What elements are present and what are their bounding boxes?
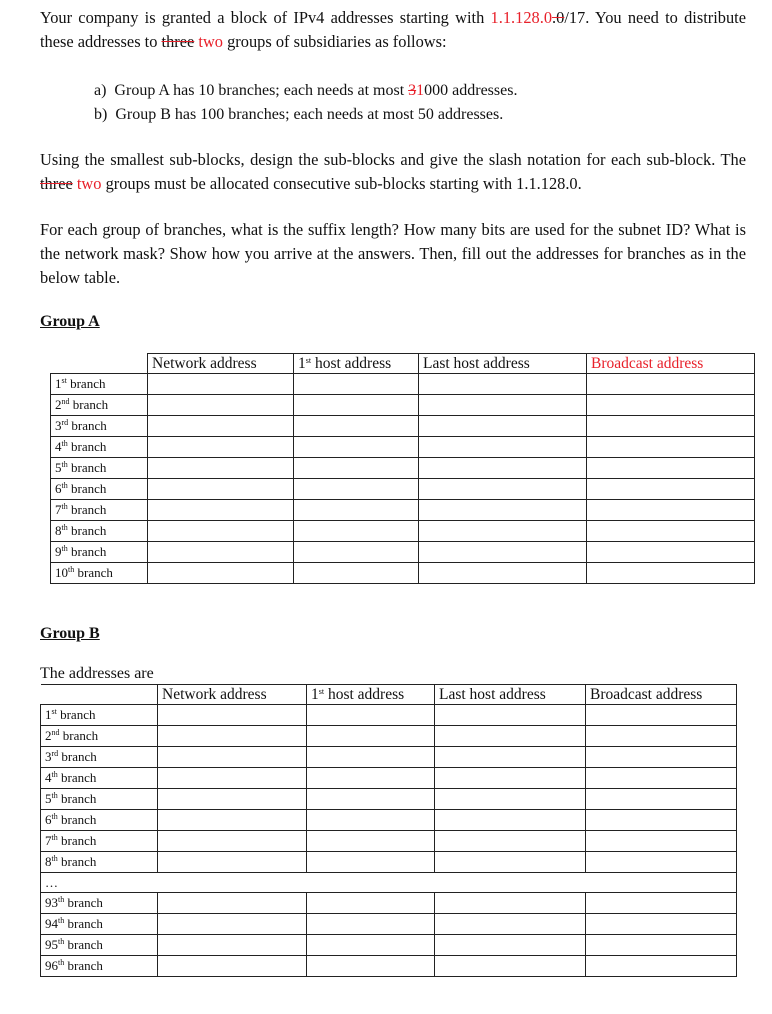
group-a-table-row xyxy=(51,479,755,500)
group-b-answer-cell[interactable] xyxy=(586,852,737,873)
branch-ordinal-suffix: th xyxy=(58,916,65,925)
group-a-answer-cell[interactable] xyxy=(587,458,755,479)
branch-number: 8 xyxy=(55,523,62,538)
branch-word: branch xyxy=(57,854,97,869)
branch-ordinal-suffix: th xyxy=(61,523,68,532)
group-b-corner-cell xyxy=(41,685,158,705)
branch-number: 94 xyxy=(45,916,58,931)
group-b-answer-cell[interactable] xyxy=(307,789,435,810)
group-b-branch-label-cell xyxy=(41,789,158,810)
group-a-first-host-sup: st xyxy=(305,355,312,365)
branch-ordinal-suffix: th xyxy=(68,565,75,574)
branch-number: 5 xyxy=(55,460,62,475)
group-b-answer-cell[interactable] xyxy=(586,810,737,831)
branch-number: 8 xyxy=(45,854,52,869)
branch-ordinal-suffix: rd xyxy=(51,749,59,758)
requirement-a-strike: 3 xyxy=(408,82,417,99)
group-b-answer-cell[interactable] xyxy=(586,705,737,726)
group-a-answer-cell[interactable] xyxy=(294,521,419,542)
group-b-answer-cell[interactable] xyxy=(435,705,586,726)
group-b-table-row xyxy=(41,831,737,852)
group-a-table-row xyxy=(51,563,755,584)
branch-word: branch xyxy=(59,728,99,743)
branch-word: branch xyxy=(64,916,103,931)
branch-word: branch xyxy=(57,791,97,806)
intro-paragraph xyxy=(40,6,746,54)
branch-number: 7 xyxy=(55,502,62,517)
group-a-branch-label-cell xyxy=(51,458,148,479)
group-b-first-host-sup: st xyxy=(318,686,325,696)
group-b-branch-label-cell xyxy=(41,914,158,935)
design-three-strike: three xyxy=(40,174,73,193)
group-b-ellipsis-blank xyxy=(586,873,737,893)
group-b-answer-cell[interactable] xyxy=(307,852,435,873)
group-b-answer-cell[interactable] xyxy=(158,747,307,768)
group-a-answer-cell[interactable] xyxy=(294,416,419,437)
requirement-b: b) Group B has 100 branches; each needs at most 50 addresses. xyxy=(94,106,504,123)
group-b-table-row xyxy=(41,705,737,726)
group-b-table-row xyxy=(41,747,737,768)
group-b-ellipsis-blank xyxy=(158,873,307,893)
group-a-answer-cell[interactable] xyxy=(419,395,587,416)
group-b-answer-cell[interactable] xyxy=(435,935,586,956)
group-b-answer-cell[interactable] xyxy=(586,935,737,956)
group-a-answer-cell[interactable] xyxy=(148,395,294,416)
group-b-answer-cell[interactable] xyxy=(307,747,435,768)
branch-ordinal-suffix: nd xyxy=(51,728,60,737)
group-a-answer-cell[interactable] xyxy=(294,479,419,500)
group-b-answer-cell[interactable] xyxy=(435,726,586,747)
group-b-heading: Group B xyxy=(40,625,100,642)
group-b-answer-cell[interactable] xyxy=(307,956,435,977)
group-a-table-row xyxy=(51,521,755,542)
group-b-answer-cell[interactable] xyxy=(586,789,737,810)
group-a-answer-cell[interactable] xyxy=(294,458,419,479)
group-b-ellipsis-cell: … xyxy=(41,873,158,893)
group-a-answer-cell[interactable] xyxy=(148,437,294,458)
intro-ip-red: 1.1.128.0 xyxy=(490,8,553,27)
branch-number: 4 xyxy=(55,439,62,454)
group-a-table-row xyxy=(51,458,755,479)
branch-ordinal-suffix: th xyxy=(61,502,68,511)
group-b-answer-cell[interactable] xyxy=(435,831,586,852)
group-b-branch-label-cell xyxy=(41,852,158,873)
group-a-branch-label-cell xyxy=(51,395,148,416)
branch-ordinal-suffix: st xyxy=(61,376,67,385)
group-a-answer-cell[interactable] xyxy=(587,374,755,395)
group-b-answer-cell[interactable] xyxy=(435,810,586,831)
group-b-subtitle: The addresses are xyxy=(40,665,154,682)
group-b-answer-cell[interactable] xyxy=(586,956,737,977)
intro-tail: groups of subsidiaries as follows: xyxy=(223,32,447,51)
group-a-table-row xyxy=(51,374,755,395)
group-a-body xyxy=(51,374,755,584)
group-a-branch-label-cell xyxy=(51,479,148,500)
requirement-a xyxy=(94,79,517,103)
group-a-table-row xyxy=(51,437,755,458)
group-a-table xyxy=(50,353,755,584)
intro-two-red: two xyxy=(198,32,223,51)
group-a-answer-cell[interactable] xyxy=(419,437,587,458)
group-b-answer-cell[interactable] xyxy=(307,935,435,956)
branch-ordinal-suffix: th xyxy=(61,439,68,448)
branch-ordinal-suffix: th xyxy=(51,812,58,821)
group-a-answer-cell[interactable] xyxy=(148,374,294,395)
group-b-branch-label-cell xyxy=(41,831,158,852)
intro-ip-strike: .0 xyxy=(552,8,565,27)
requirement-a-post: 000 addresses. xyxy=(424,82,518,99)
group-a-answer-cell[interactable] xyxy=(419,563,587,584)
group-b-answer-cell[interactable] xyxy=(586,747,737,768)
branch-word: branch xyxy=(57,833,97,848)
group-b-table-row xyxy=(41,810,737,831)
branch-word: branch xyxy=(56,707,96,722)
branch-ordinal-suffix: th xyxy=(51,854,58,863)
group-b-answer-cell[interactable] xyxy=(435,914,586,935)
branch-ordinal-suffix: th xyxy=(61,460,68,469)
group-a-answer-cell[interactable] xyxy=(294,395,419,416)
group-b-col-network: Network address xyxy=(158,685,307,705)
group-b-answer-cell[interactable] xyxy=(435,893,586,914)
branch-word: branch xyxy=(57,770,97,785)
group-b-branch-label-cell xyxy=(41,956,158,977)
design-text-pre: Using the smallest sub-blocks, design the sub-blocks and give the slash notation for each sub-block. The xyxy=(40,150,746,169)
group-b-answer-cell[interactable] xyxy=(435,956,586,977)
branch-number: 3 xyxy=(45,749,52,764)
group-b-branch-label-cell xyxy=(41,705,158,726)
branch-word: branch xyxy=(68,418,107,433)
group-b-ellipsis-row xyxy=(41,873,737,893)
group-b-answer-cell[interactable] xyxy=(307,705,435,726)
group-b-answer-cell[interactable] xyxy=(586,893,737,914)
branch-word: branch xyxy=(67,481,107,496)
group-b-table-row xyxy=(41,893,737,914)
group-a-answer-cell[interactable] xyxy=(148,458,294,479)
branch-ordinal-suffix: st xyxy=(51,707,57,716)
group-a-answer-cell[interactable] xyxy=(587,500,755,521)
group-b-answer-cell[interactable] xyxy=(158,705,307,726)
group-a-col-last-host: Last host address xyxy=(419,354,587,374)
branch-word: branch xyxy=(64,937,103,952)
group-b-table-row xyxy=(41,852,737,873)
group-b-col-first-host xyxy=(307,685,435,705)
group-a-answer-cell[interactable] xyxy=(587,521,755,542)
group-a-answer-cell[interactable] xyxy=(148,542,294,563)
branch-number: 1 xyxy=(45,707,52,722)
branch-ordinal-suffix: th xyxy=(58,895,65,904)
branch-ordinal-suffix: th xyxy=(51,770,58,779)
branch-number: 2 xyxy=(45,728,52,743)
group-b-first-host-num: 1 xyxy=(311,685,319,703)
group-b-table-row xyxy=(41,768,737,789)
group-a-answer-cell[interactable] xyxy=(148,479,294,500)
group-b-ellipsis-blank xyxy=(307,873,435,893)
group-b-table xyxy=(40,684,737,977)
group-a-table-row xyxy=(51,500,755,521)
group-b-branch-label-cell xyxy=(41,935,158,956)
group-a-table-row xyxy=(51,542,755,563)
group-a-branch-label-cell xyxy=(51,437,148,458)
group-a-branch-label-cell xyxy=(51,500,148,521)
branch-number: 9 xyxy=(55,544,62,559)
group-b-header-row xyxy=(41,685,737,705)
branch-ordinal-suffix: nd xyxy=(61,397,70,406)
group-a-answer-cell[interactable] xyxy=(294,374,419,395)
group-b-answer-cell[interactable] xyxy=(586,768,737,789)
group-b-answer-cell[interactable] xyxy=(158,852,307,873)
group-b-answer-cell[interactable] xyxy=(158,893,307,914)
branch-word: branch xyxy=(58,749,97,764)
group-b-answer-cell[interactable] xyxy=(158,914,307,935)
group-b-answer-cell[interactable] xyxy=(307,810,435,831)
branch-word: branch xyxy=(67,439,107,454)
group-a-answer-cell[interactable] xyxy=(419,374,587,395)
group-b-body xyxy=(41,705,737,977)
group-b-ellipsis-blank xyxy=(435,873,586,893)
branch-ordinal-suffix: th xyxy=(61,544,68,553)
design-text-post: groups must be allocated consecutive sub-blocks starting with 1.1.128.0. xyxy=(101,174,582,193)
group-b-answer-cell[interactable] xyxy=(158,810,307,831)
group-a-first-host-num: 1 xyxy=(298,354,306,372)
intro-three-strike: three xyxy=(161,32,195,51)
group-b-branch-label-cell xyxy=(41,747,158,768)
group-b-table-row xyxy=(41,935,737,956)
group-a-answer-cell[interactable] xyxy=(294,437,419,458)
branch-ordinal-suffix: th xyxy=(51,833,58,842)
branch-number: 95 xyxy=(45,937,58,952)
branch-word: branch xyxy=(67,544,107,559)
group-a-answer-cell[interactable] xyxy=(587,479,755,500)
group-a-branch-label-cell xyxy=(51,542,148,563)
group-a-branch-label-cell xyxy=(51,374,148,395)
branch-ordinal-suffix: th xyxy=(61,481,68,490)
group-b-answer-cell[interactable] xyxy=(158,726,307,747)
group-a-answer-cell[interactable] xyxy=(148,500,294,521)
group-a-answer-cell[interactable] xyxy=(148,521,294,542)
group-a-answer-cell[interactable] xyxy=(587,395,755,416)
branch-word: branch xyxy=(67,502,107,517)
group-b-answer-cell[interactable] xyxy=(586,914,737,935)
branch-number: 4 xyxy=(45,770,52,785)
branch-number: 2 xyxy=(55,397,62,412)
group-b-col-broadcast: Broadcast address xyxy=(586,685,737,705)
group-b-col-last-host: Last host address xyxy=(435,685,586,705)
group-b-table-row xyxy=(41,726,737,747)
group-a-table-row xyxy=(51,395,755,416)
branch-word: branch xyxy=(66,376,106,391)
group-a-branch-label-cell xyxy=(51,521,148,542)
branch-ordinal-suffix: th xyxy=(58,958,65,967)
group-b-answer-cell[interactable] xyxy=(435,768,586,789)
branch-number: 3 xyxy=(55,418,62,433)
group-a-answer-cell[interactable] xyxy=(419,479,587,500)
branch-word: branch xyxy=(57,812,97,827)
group-a-answer-cell[interactable] xyxy=(148,563,294,584)
group-a-first-host-label: host address xyxy=(311,354,392,372)
group-b-answer-cell[interactable] xyxy=(158,768,307,789)
group-a-header-row xyxy=(51,354,755,374)
group-a-answer-cell[interactable] xyxy=(148,416,294,437)
group-a-answer-cell[interactable] xyxy=(587,416,755,437)
group-b-first-host-label: host address xyxy=(324,685,405,703)
intro-text-a: Your company is granted a block of IPv4 addresses starting with xyxy=(40,8,491,27)
group-a-answer-cell[interactable] xyxy=(294,563,419,584)
group-a-table-row xyxy=(51,416,755,437)
group-a-answer-cell[interactable] xyxy=(419,458,587,479)
group-a-branch-label-cell xyxy=(51,416,148,437)
branch-word: branch xyxy=(67,460,107,475)
group-b-answer-cell[interactable] xyxy=(307,726,435,747)
group-a-col-first-host xyxy=(294,354,419,374)
group-a-col-network: Network address xyxy=(148,354,294,374)
group-a-answer-cell[interactable] xyxy=(419,416,587,437)
requirements-list xyxy=(94,79,517,127)
group-b-answer-cell[interactable] xyxy=(435,852,586,873)
group-a-corner-cell xyxy=(51,354,148,374)
group-b-answer-cell[interactable] xyxy=(307,893,435,914)
group-a-answer-cell[interactable] xyxy=(419,500,587,521)
group-a-answer-cell[interactable] xyxy=(587,437,755,458)
group-a-col-broadcast: Broadcast address xyxy=(587,354,755,374)
branch-number: 93 xyxy=(45,895,58,910)
group-b-answer-cell[interactable] xyxy=(158,935,307,956)
branch-word: branch xyxy=(64,895,103,910)
group-b-branch-label-cell xyxy=(41,810,158,831)
branch-word: branch xyxy=(64,958,103,973)
branch-ordinal-suffix: rd xyxy=(61,418,69,427)
branch-word: branch xyxy=(69,397,109,412)
requirement-a-text: a) Group A has 10 branches; each needs at most xyxy=(94,82,409,99)
branch-number: 6 xyxy=(45,812,52,827)
question-paragraph: For each group of branches, what is the suffix length? How many bits are used for the subnet ID? What is the network mask? Show how you arrive at the answers. Then, fill out the addresses for branches as in the below table. xyxy=(40,220,746,287)
branch-number: 6 xyxy=(55,481,62,496)
branch-ordinal-suffix: th xyxy=(58,937,65,946)
group-b-branch-label-cell xyxy=(41,726,158,747)
branch-number: 5 xyxy=(45,791,52,806)
group-b-answer-cell[interactable] xyxy=(307,914,435,935)
design-paragraph xyxy=(40,148,746,196)
branch-word: branch xyxy=(74,565,113,580)
group-b-answer-cell[interactable] xyxy=(158,789,307,810)
group-b-answer-cell[interactable] xyxy=(158,831,307,852)
group-b-branch-label-cell xyxy=(41,893,158,914)
group-b-answer-cell[interactable] xyxy=(586,831,737,852)
group-b-branch-label-cell xyxy=(41,768,158,789)
group-b-table-row xyxy=(41,956,737,977)
group-b-answer-cell[interactable] xyxy=(435,789,586,810)
branch-number: 96 xyxy=(45,958,58,973)
branch-word: branch xyxy=(67,523,107,538)
group-a-answer-cell[interactable] xyxy=(587,563,755,584)
intro-ip-tail: /17. You need to distribute these addresses to xyxy=(40,8,746,51)
branch-ordinal-suffix: th xyxy=(51,791,58,800)
group-b-answer-cell[interactable] xyxy=(586,726,737,747)
group-a-heading: Group A xyxy=(40,313,100,330)
group-b-answer-cell[interactable] xyxy=(307,768,435,789)
group-a-answer-cell[interactable] xyxy=(294,542,419,563)
branch-number: 1 xyxy=(55,376,62,391)
group-a-answer-cell[interactable] xyxy=(294,500,419,521)
group-a-answer-cell[interactable] xyxy=(587,542,755,563)
requirement-a-red: 1 xyxy=(416,82,425,99)
group-a-answer-cell[interactable] xyxy=(419,542,587,563)
group-b-answer-cell[interactable] xyxy=(158,956,307,977)
group-a-branch-label-cell xyxy=(51,563,148,584)
group-b-answer-cell[interactable] xyxy=(435,747,586,768)
group-b-table-row xyxy=(41,789,737,810)
group-b-table-row xyxy=(41,914,737,935)
branch-number: 10 xyxy=(55,565,68,580)
branch-number: 7 xyxy=(45,833,52,848)
group-b-answer-cell[interactable] xyxy=(307,831,435,852)
design-two-red: two xyxy=(76,174,102,193)
group-a-answer-cell[interactable] xyxy=(419,521,587,542)
